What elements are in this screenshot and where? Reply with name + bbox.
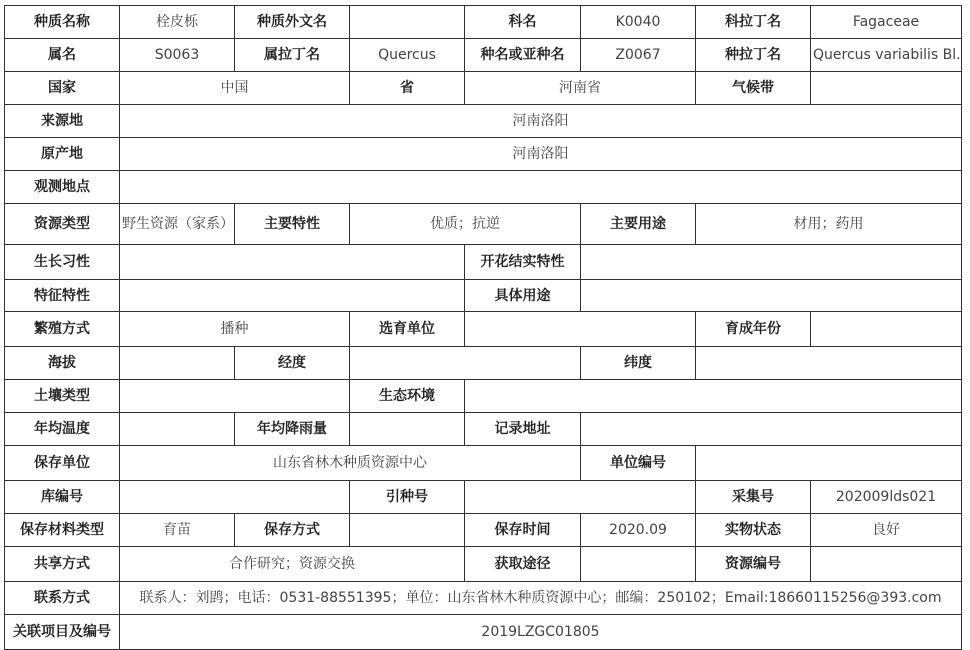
table-row: [5, 347, 962, 380]
acquisition-value: [581, 547, 696, 582]
observe-site-label: 观测地点: [5, 171, 120, 204]
resource-type-value: 野生资源（家系）: [120, 204, 235, 245]
table-row: [5, 171, 962, 204]
genus-latin-value: Quercus: [350, 39, 465, 72]
table-row: [5, 6, 962, 39]
source-label: 来源地: [5, 105, 120, 138]
observe-site-value: [120, 171, 962, 204]
physical-state-label: 实物状态: [696, 514, 811, 547]
climate-label: 气候带: [696, 72, 811, 105]
introduction-number-value: [465, 481, 696, 514]
family-value: K0040: [581, 6, 696, 39]
material-type-value: 育苗: [120, 514, 235, 547]
species-label: 种名或亚种名: [465, 39, 581, 72]
species-latin-value: Quercus variabilis Bl.: [811, 39, 962, 72]
unit-number-label: 单位编号: [581, 446, 696, 481]
table-row: [5, 446, 962, 481]
avg-temperature-label: 年均温度: [5, 413, 120, 446]
breeding-year-label: 育成年份: [696, 312, 811, 347]
repository-number-label: 库编号: [5, 481, 120, 514]
ecology-value: [465, 380, 962, 413]
resource-number-value: [811, 547, 962, 582]
sharing-method-value: 合作研究；资源交换: [120, 547, 465, 582]
species-latin-label: 种拉丁名: [696, 39, 811, 72]
storage-method-value: [350, 514, 465, 547]
breeding-unit-label: 选育单位: [350, 312, 465, 347]
table-row: [5, 280, 962, 312]
storage-method-label: 保存方式: [235, 514, 350, 547]
family-label: 科名: [465, 6, 581, 39]
soil-type-value: [120, 380, 350, 413]
foreign-name-value: [350, 6, 465, 39]
table-row: [5, 413, 962, 446]
sharing-method-label: 共享方式: [5, 547, 120, 582]
material-type-label: 保存材料类型: [5, 514, 120, 547]
unit-number-value: [696, 446, 962, 481]
latitude-value: [696, 347, 962, 380]
longitude-label: 经度: [235, 347, 350, 380]
specific-use-value: [581, 280, 962, 312]
growth-habit-value: [120, 245, 465, 280]
table-row: [5, 105, 962, 138]
keeper-unit-label: 保存单位: [5, 446, 120, 481]
germplasm-name-label: 种质名称: [5, 6, 120, 39]
genus-latin-label: 属拉丁名: [235, 39, 350, 72]
project-label: 关联项目及编号: [5, 615, 120, 650]
germplasm-info-table: [4, 5, 962, 650]
table-row: [5, 39, 962, 72]
record-address-label: 记录地址: [465, 413, 581, 446]
avg-rainfall-label: 年均降雨量: [235, 413, 350, 446]
genus-value: S0063: [120, 39, 235, 72]
origin-value: 河南洛阳: [120, 138, 962, 171]
propagation-value: 播种: [120, 312, 350, 347]
country-label: 国家: [5, 72, 120, 105]
climate-value: [811, 72, 962, 105]
repository-number-value: [120, 481, 350, 514]
country-value: 中国: [120, 72, 350, 105]
table-row: [5, 380, 962, 413]
province-value: 河南省: [465, 72, 696, 105]
table-row: [5, 138, 962, 171]
avg-temperature-value: [120, 413, 235, 446]
resource-number-label: 资源编号: [696, 547, 811, 582]
collection-number-value: 202009lds021: [811, 481, 962, 514]
main-traits-label: 主要特性: [235, 204, 350, 245]
table-row: [5, 615, 962, 650]
contact-label: 联系方式: [5, 582, 120, 615]
table-row: [5, 72, 962, 105]
table-row: [5, 245, 962, 280]
feature-label: 特征特性: [5, 280, 120, 312]
specific-use-label: 具体用途: [465, 280, 581, 312]
table-row: [5, 204, 962, 245]
main-use-value: 材用；药用: [696, 204, 962, 245]
keeper-unit-value: 山东省林木种质资源中心: [120, 446, 581, 481]
record-address-value: [581, 413, 962, 446]
latitude-label: 纬度: [581, 347, 696, 380]
province-label: 省: [350, 72, 465, 105]
longitude-value: [350, 347, 581, 380]
acquisition-label: 获取途径: [465, 547, 581, 582]
breeding-year-value: [811, 312, 962, 347]
introduction-number-label: 引种号: [350, 481, 465, 514]
avg-rainfall-value: [350, 413, 465, 446]
origin-label: 原产地: [5, 138, 120, 171]
foreign-name-label: 种质外文名: [235, 6, 350, 39]
storage-time-value: 2020.09: [581, 514, 696, 547]
family-latin-label: 科拉丁名: [696, 6, 811, 39]
storage-time-label: 保存时间: [465, 514, 581, 547]
altitude-label: 海拔: [5, 347, 120, 380]
flowering-value: [581, 245, 962, 280]
genus-label: 属名: [5, 39, 120, 72]
project-value: 2019LZGC01805: [120, 615, 962, 650]
physical-state-value: 良好: [811, 514, 962, 547]
family-latin-value: Fagaceae: [811, 6, 962, 39]
resource-type-label: 资源类型: [5, 204, 120, 245]
ecology-label: 生态环境: [350, 380, 465, 413]
table-row: [5, 312, 962, 347]
species-value: Z0067: [581, 39, 696, 72]
table-row: [5, 514, 962, 547]
flowering-label: 开花结实特性: [465, 245, 581, 280]
main-use-label: 主要用途: [581, 204, 696, 245]
soil-type-label: 土壤类型: [5, 380, 120, 413]
main-traits-value: 优质；抗逆: [350, 204, 581, 245]
collection-number-label: 采集号: [696, 481, 811, 514]
table-row: [5, 582, 962, 615]
feature-value: [120, 280, 465, 312]
source-value: 河南洛阳: [120, 105, 962, 138]
breeding-unit-value: [465, 312, 696, 347]
germplasm-name-value: 栓皮栎: [120, 6, 235, 39]
propagation-label: 繁殖方式: [5, 312, 120, 347]
growth-habit-label: 生长习性: [5, 245, 120, 280]
table-row: [5, 547, 962, 582]
table-row: [5, 481, 962, 514]
contact-value: 联系人：刘鹍；电话：0531-88551395；单位：山东省林木种质资源中心；邮编：250102；Email:18660115256@393.com: [120, 582, 962, 615]
altitude-value: [120, 347, 235, 380]
